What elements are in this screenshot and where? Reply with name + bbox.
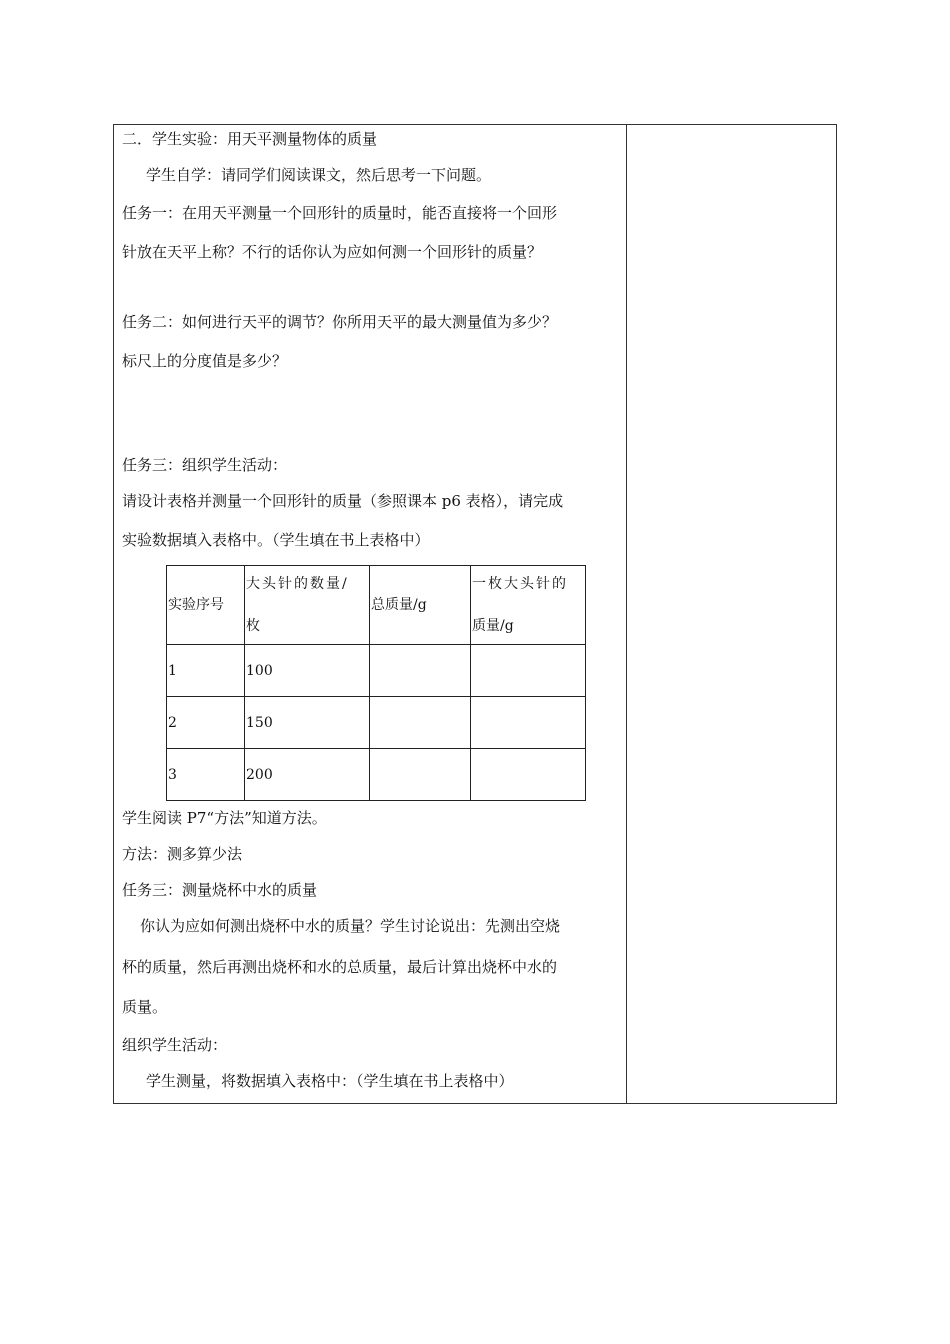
table-cell [370,697,471,749]
table-cell: 3 [167,749,245,801]
water-task-line-2: 杯的质量，然后再测出烧杯和水的总质量，最后计算出烧杯中水的 [122,958,558,976]
table-cell: 150 [245,697,370,749]
water-task-line-3: 质量。 [122,998,168,1016]
self-study-line: 学生自学：请同学们阅读课文，然后思考一下问题。 [146,166,492,184]
pin-mass-table [166,565,586,801]
table-cell: 1 [167,645,245,697]
method-reading-line: 学生阅读 P7“方法”知道方法。 [122,809,327,827]
water-task-heading: 任务三：测量烧杯中水的质量 [122,881,318,899]
activity-heading: 组织学生活动： [122,1036,228,1054]
table-cell: 2 [167,697,245,749]
task-two-line-1: 任务二：如何进行天平的调节？你所用天平的最大测量值为多少？ [122,313,558,331]
section-heading: 二．学生实验：用天平测量物体的质量 [122,130,378,148]
table-cell: 100 [245,645,370,697]
table-row [167,749,586,801]
header-single-pin-mass-line-2: 质量/g [472,618,514,634]
table-cell [471,697,586,749]
header-total-mass: 总质量/g [370,566,471,645]
header-pin-count-line-2: 枚 [246,618,260,634]
method-line: 方法：测多算少法 [122,845,243,863]
header-pin-count [245,566,370,645]
table-row [167,697,586,749]
header-single-pin-mass [471,566,586,645]
lesson-frame [113,124,837,1104]
table-header-row [167,566,586,645]
task-two-line-2: 标尺上的分度值是多少？ [122,352,288,370]
task-one-line-1: 任务一：在用天平测量一个回形针的质量时，能否直接将一个回形 [122,204,558,222]
header-trial-number: 实验序号 [167,566,245,645]
table-cell [471,749,586,801]
column-divider [626,125,627,1103]
table-cell [370,645,471,697]
task-three-line-1: 请设计表格并测量一个回形针的质量（参照课本 p6 表格），请完成 [122,492,564,510]
table-cell [471,645,586,697]
table-row [167,645,586,697]
header-pin-count-line-1: 大头针的数量/ [246,576,349,592]
table-cell: 200 [245,749,370,801]
header-single-pin-mass-line-1: 一枚大头针的 [472,576,568,592]
task-three-line-2: 实验数据填入表格中。（学生填在书上表格中） [122,531,430,549]
table-cell [370,749,471,801]
activity-line: 学生测量，将数据填入表格中：（学生填在书上表格中） [146,1072,514,1090]
water-task-line-1: 你认为应如何测出烧杯中水的质量？学生讨论说出：先测出空烧 [140,917,561,935]
task-three-heading: 任务三：组织学生活动： [122,456,288,474]
task-one-line-2: 针放在天平上称？不行的话你认为应如何测一个回形针的质量？ [122,243,543,261]
